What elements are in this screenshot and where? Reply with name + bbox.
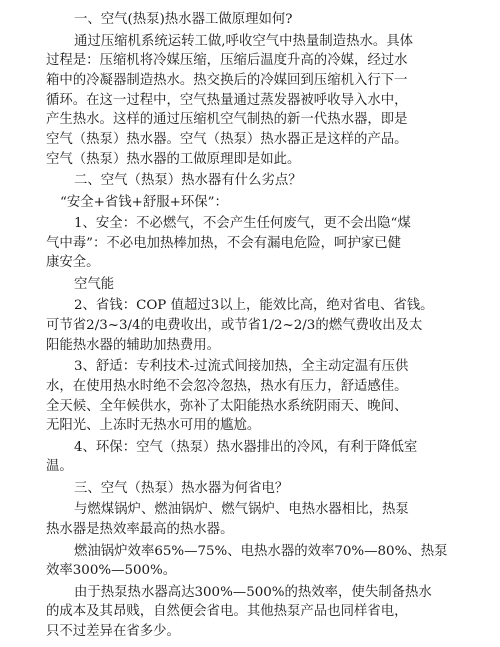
paragraph-line: 由于热泵热水器高达300%—500%的热效率，使失制备热水 bbox=[74, 584, 432, 600]
slogan-line: “安全+省钱+舒服+环保”： bbox=[60, 194, 228, 210]
paragraph-line: 气中毒”：不必电加热棒加热，不会有漏电危险，呵护家已健 bbox=[46, 235, 401, 251]
paragraph-line: 3、舒适：专利技术-过流式间接加热，全主动定温有压供 bbox=[74, 359, 409, 375]
paragraph-line: 只不过差异在省多少。 bbox=[46, 624, 180, 639]
paragraph-line: 阳能热水器的辅助加热费用。 bbox=[46, 337, 221, 353]
paragraph-line: 全天候、全年候供水，弥补了太阳能热水系统阴雨天、晚间、 bbox=[46, 398, 408, 414]
heading-advantages: 二、空气（热泵）热水器有什么劣点？ bbox=[74, 173, 302, 189]
paragraph-line: 2、省钱：COP 值超过3以上，能效比高，绝对省电、省钱。 bbox=[74, 298, 434, 314]
paragraph-line: 通过压缩机系统运转工做,呼收空气中热量制造热水。具体 bbox=[74, 33, 414, 49]
paragraph-line: 循环。在这一过程中，空气热量通过蒸发器被呼收导入水中， bbox=[46, 92, 408, 108]
heading-how-it-works: 一、空气(热泵)热水器工做原理如何? bbox=[74, 12, 293, 27]
paragraph-line: 产生热水。这样的通过压缩机空气制热的新一代热水器，即是 bbox=[46, 112, 408, 128]
paragraph-line: 的成本及其昂贱，自然便会省电。其他热泵产品也同样省电， bbox=[46, 604, 408, 620]
paragraph-line: 过程是：压缩机将冷媒压缩，压缩后温度升高的冷媒，经过水 bbox=[46, 53, 408, 69]
paragraph-line: 水，在使用热水时绝不会忽冷忽热，热水有压力，舒适感佳。 bbox=[46, 378, 408, 394]
paragraph-line: 温。 bbox=[46, 459, 73, 475]
paragraph-line: 4、环保：空气（热泵）热水器排出的冷风，有利于降低室 bbox=[74, 439, 418, 455]
paragraph-line: 可节省2/3~3/4的电费收出，或节省1/2~2/3的燃气费收出及太 bbox=[46, 318, 423, 333]
paragraph-line: 与燃煤锅炉、燃油锅炉、燃气锅炉、电热水器相比，热泵 bbox=[74, 502, 409, 518]
paragraph-line: 空气（热泵）热水器。空气（热泵）热水器正是这样的产品。 bbox=[46, 131, 408, 147]
paragraph-line: 康安全。 bbox=[46, 255, 100, 271]
paragraph-line: 1、安全：不必燃气，不会产生任何废气，更不会出隐“煤 bbox=[74, 216, 411, 231]
paragraph-line: 效率300%—500%。 bbox=[46, 563, 177, 579]
paragraph-line: 箱中的冷凝器制造热水。热交换后的冷媒回到压缩机入行下一 bbox=[46, 72, 408, 88]
paragraph-line: 热水器是热效率最高的热水器。 bbox=[46, 522, 234, 537]
paragraph-line: 空气（热泵）热水器的工做原理即是如此。 bbox=[46, 151, 301, 167]
heading-why-save-power: 三、空气（热泵）热水器为何省电？ bbox=[74, 480, 289, 496]
paragraph-line: 无阳光、上冻时无热水可用的尴尬。 bbox=[46, 418, 261, 434]
subheading-air-energy: 空气能 bbox=[74, 276, 115, 292]
paragraph-line: 燃油锅炉效率65%—75%、电热水器的效率70%—80%、热泵 bbox=[74, 543, 448, 559]
